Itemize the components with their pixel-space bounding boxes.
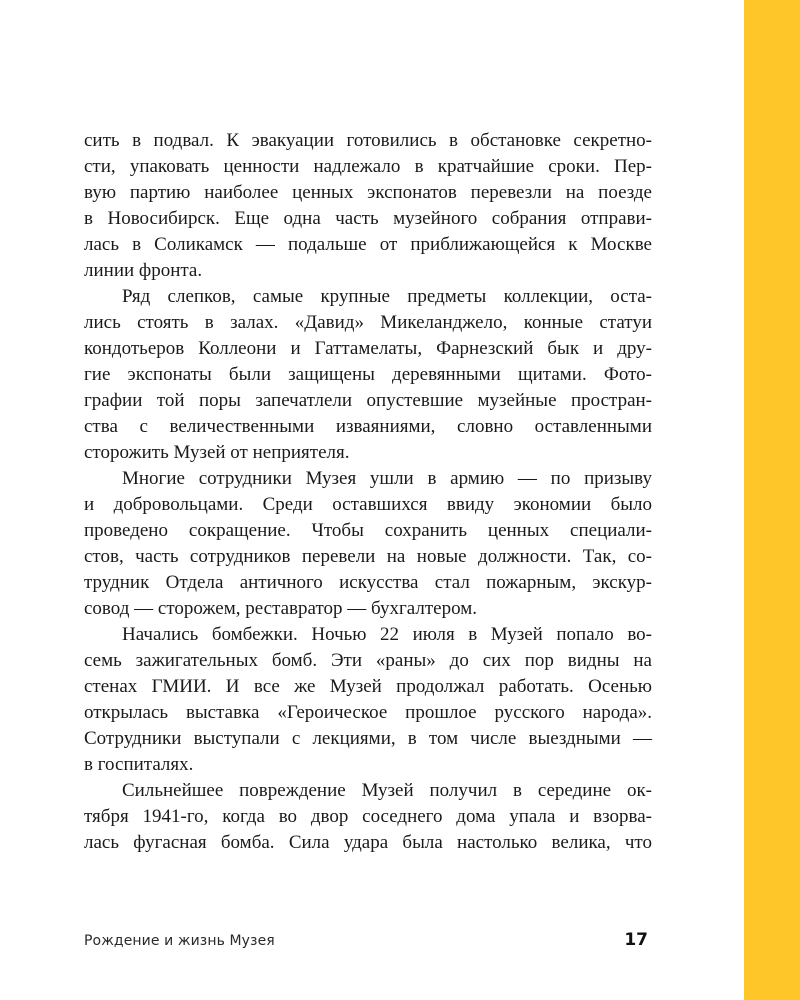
running-title: Рождение и жизнь Музея xyxy=(84,933,275,949)
text-line: тября 1941-го, когда во двор соседнего дома упала и взорва- xyxy=(84,806,652,827)
text-line: совод — сторожем, реставратор — бухгалтером. xyxy=(84,598,477,619)
text-line: проведено сокращение. Чтобы сохранить ценных специали- xyxy=(84,520,652,541)
text-line: семь зажигательных бомб. Эти «раны» до сих пор видны на xyxy=(84,650,652,671)
paragraph xyxy=(84,778,652,856)
text-line: Начались бомбежки. Ночью 22 июля в Музей попало во- xyxy=(122,624,652,645)
text-line: сти, упаковать ценности надлежало в кратчайшие сроки. Пер- xyxy=(84,156,652,177)
text-line: стов, часть сотрудников перевели на новые должности. Так, со- xyxy=(84,546,652,567)
page-number: 17 xyxy=(624,930,648,950)
body-text xyxy=(84,128,652,856)
text-line: трудник Отдела античного искусства стал пожарным, экскур- xyxy=(84,572,652,593)
paragraph xyxy=(84,128,652,284)
text-line: и добровольцами. Среди оставшихся ввиду экономии было xyxy=(84,494,652,515)
paragraph xyxy=(84,284,652,466)
text-line: гие экспонаты были защищены деревянными щитами. Фото- xyxy=(84,364,652,385)
accent-side-band xyxy=(744,0,800,1000)
text-line: в госпиталях. xyxy=(84,754,194,775)
text-line: вую партию наиболее ценных экспонатов перевезли на поезде xyxy=(84,182,652,203)
text-line: лась в Соликамск — подальше от приближающейся к Москве xyxy=(84,234,652,255)
text-line: в Новосибирск. Еще одна часть музейного собрания отправи- xyxy=(84,208,652,229)
text-line: кондотьеров Коллеони и Гаттамелаты, Фарнезский бык и дру- xyxy=(84,338,652,359)
text-line: ства с величественными изваяниями, словно оставленными xyxy=(84,416,652,437)
paragraph xyxy=(84,622,652,778)
text-line: лась фугасная бомба. Сила удара была настолько велика, что xyxy=(84,832,652,853)
paragraph xyxy=(84,466,652,622)
text-line: Ряд слепков, самые крупные предметы коллекции, оста- xyxy=(122,286,652,307)
text-line: стенах ГМИИ. И все же Музей продолжал работать. Осенью xyxy=(84,676,652,697)
text-line: сторожить Музей от неприятеля. xyxy=(84,442,350,463)
text-line: графии той поры запечатлели опустевшие музейные простран- xyxy=(84,390,652,411)
text-line: сить в подвал. К эвакуации готовились в обстановке секретно- xyxy=(84,130,652,151)
text-line: линии фронта. xyxy=(84,260,203,281)
text-line: Сильнейшее повреждение Музей получил в середине ок- xyxy=(122,780,652,801)
text-line: лись стоять в залах. «Давид» Микеланджело, конные статуи xyxy=(84,312,652,333)
text-line: Многие сотрудники Музея ушли в армию — по призыву xyxy=(122,468,652,489)
text-line: Сотрудники выступали с лекциями, в том числе выездными — xyxy=(84,728,652,749)
text-line: открылась выставка «Героическое прошлое русского народа». xyxy=(84,702,652,723)
